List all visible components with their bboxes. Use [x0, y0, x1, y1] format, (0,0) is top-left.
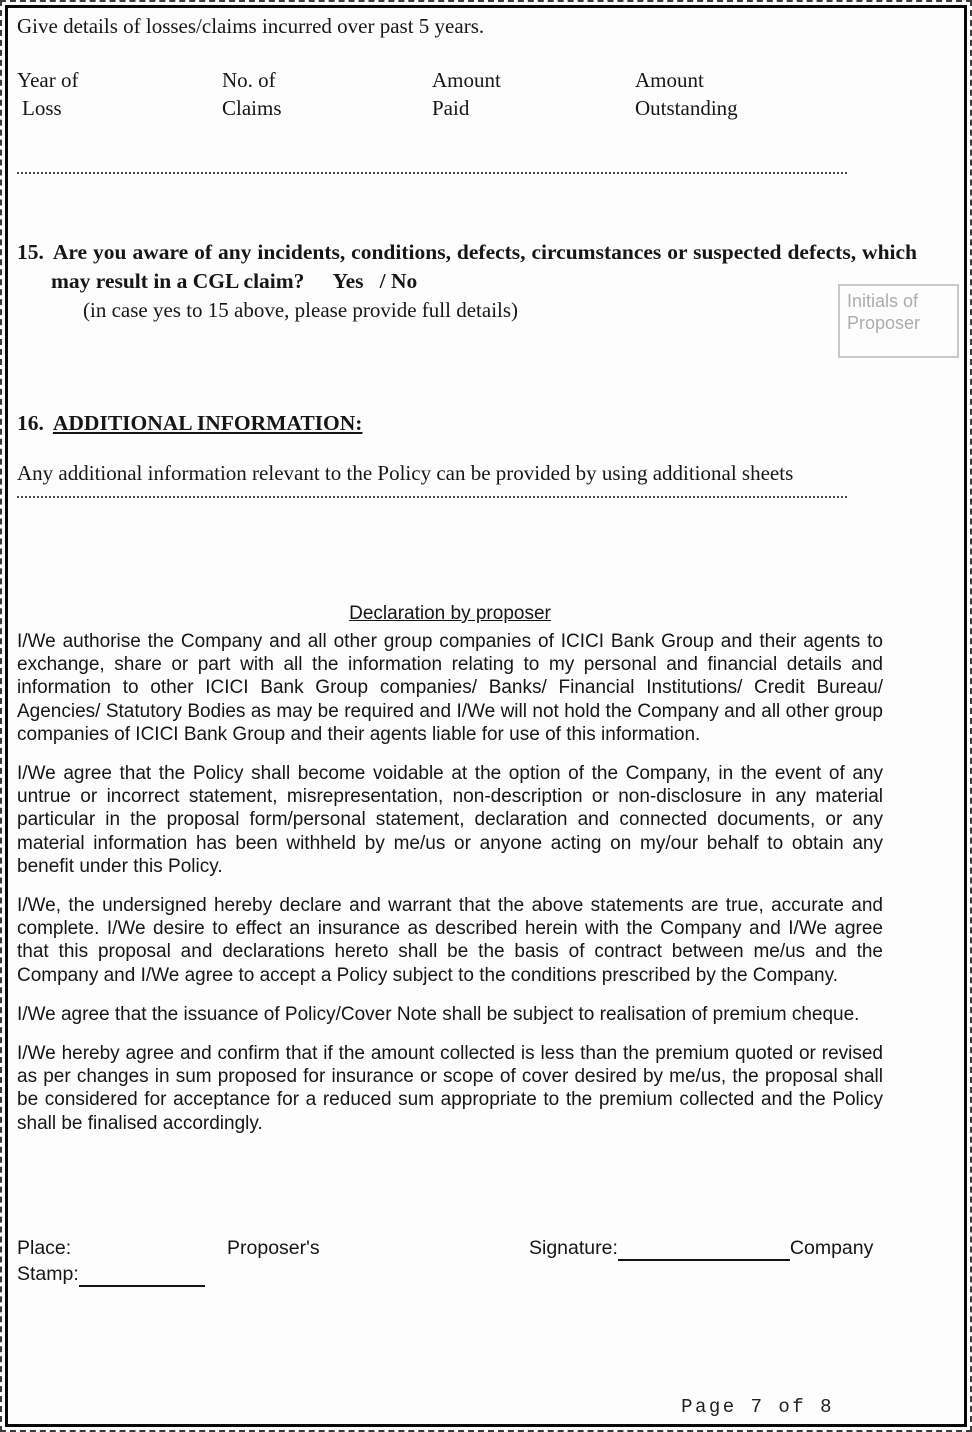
losses-col-year-line2: Loss: [22, 96, 62, 120]
declaration-title: Declaration by proposer: [349, 603, 551, 624]
losses-col-paid-line1: Amount: [432, 68, 501, 92]
declaration-paragraph-3: I/We, the undersigned hereby declare and warrant that the above statements are true, accurate and complete. I/We desire to effect an insurance as described herein with the Company and I/We agree that this proposal and declarations hereto shall be the basis of contract between me/us and the Company and I/We agree to accept a Policy subject to the conditions prescribed by the Company.: [17, 895, 883, 986]
section-16-body: Any additional information relevant to the Policy can be provided by using additional sheets: [17, 461, 794, 485]
signature-row-2: [17, 1261, 964, 1287]
losses-table-header: [17, 66, 964, 122]
losses-col-claims-line1: No. of: [222, 68, 276, 92]
fill-in-dotted-line: [17, 172, 847, 174]
losses-col-claims-line2: Claims: [222, 96, 282, 120]
question-15: [17, 238, 917, 296]
question-15-text: Are you aware of any incidents, conditions, defects, circumstances or suspected defects, which may result in a CGL claim?: [51, 240, 917, 293]
page-frame: [5, 5, 967, 1427]
question-15-number: 15.: [17, 240, 44, 264]
declaration-paragraph-5: I/We hereby agree and confirm that if the amount collected is less than the premium quoted or revised as per changes in sum proposed for insurance or scope of cover desired by me/us, the proposal shall be considered for acceptance for a reduced sum appropriate to the premium collected and the Policy shall be finalised accordingly.: [17, 1043, 883, 1134]
initials-of-proposer-box: Initials of Proposer: [838, 284, 959, 358]
declaration-paragraph-1: I/We authorise the Company and all other group companies of ICICI Bank Group and their agents to exchange, share or part with all the information relating to my personal and financial details and information to other ICICI Bank Group companies/ Banks/ Financial Institutions/ Credit Bureau/ Agencies/ Statutory Bodies as may be required and I/We will not hold the Company and all other group companies of ICICI Bank Group and their agents liable for use of this information.: [17, 631, 883, 745]
signature-label: Signature:: [529, 1236, 618, 1259]
company-label: Company: [789, 1236, 874, 1259]
losses-col-claims: [222, 66, 432, 122]
losses-col-outstanding-line2: Outstanding: [635, 96, 738, 120]
stamp-blank-line: [79, 1265, 205, 1287]
signature-blank-line: [618, 1239, 790, 1261]
question-15-yes-no: Yes / No: [332, 269, 418, 293]
losses-col-outstanding-line1: Amount: [635, 68, 704, 92]
declaration-paragraph-2: I/We agree that the Policy shall become voidable at the option of the Company, in the event of any untrue or incorrect statement, misrepresentation, non-description or non-disclosure in any material particular in the proposal form/personal statement, declaration and connected documents, or any material information has been withheld by me/us or anyone acting on my/our behalf to obtain any benefit under this Policy.: [17, 763, 883, 877]
page-number: Page 7 of 8: [681, 1396, 834, 1418]
stamp-label: Stamp:: [17, 1262, 79, 1285]
losses-col-paid: [432, 66, 635, 122]
signature-row-1: [17, 1235, 964, 1261]
question-15-note: (in case yes to 15 above, please provide full details): [83, 298, 519, 322]
signature-block: [17, 1235, 964, 1287]
losses-prompt: Give details of losses/claims incurred over past 5 years.: [17, 14, 485, 38]
section-16-number: 16.: [17, 411, 44, 435]
losses-col-paid-line2: Paid: [432, 96, 470, 120]
losses-col-outstanding: [635, 66, 738, 122]
section-16-title: ADDITIONAL INFORMATION:: [52, 411, 363, 435]
proposers-label: Proposer's: [227, 1236, 320, 1259]
losses-col-year-line1: Year of: [17, 68, 79, 92]
losses-col-year: [17, 66, 222, 122]
declaration-paragraph-4: I/We agree that the issuance of Policy/Cover Note shall be subject to realisation of premium cheque.: [17, 1003, 860, 1025]
page-content: [8, 8, 964, 1287]
place-label: Place:: [17, 1236, 72, 1259]
fill-in-dotted-line: [17, 496, 847, 498]
section-16-heading: [17, 411, 964, 436]
